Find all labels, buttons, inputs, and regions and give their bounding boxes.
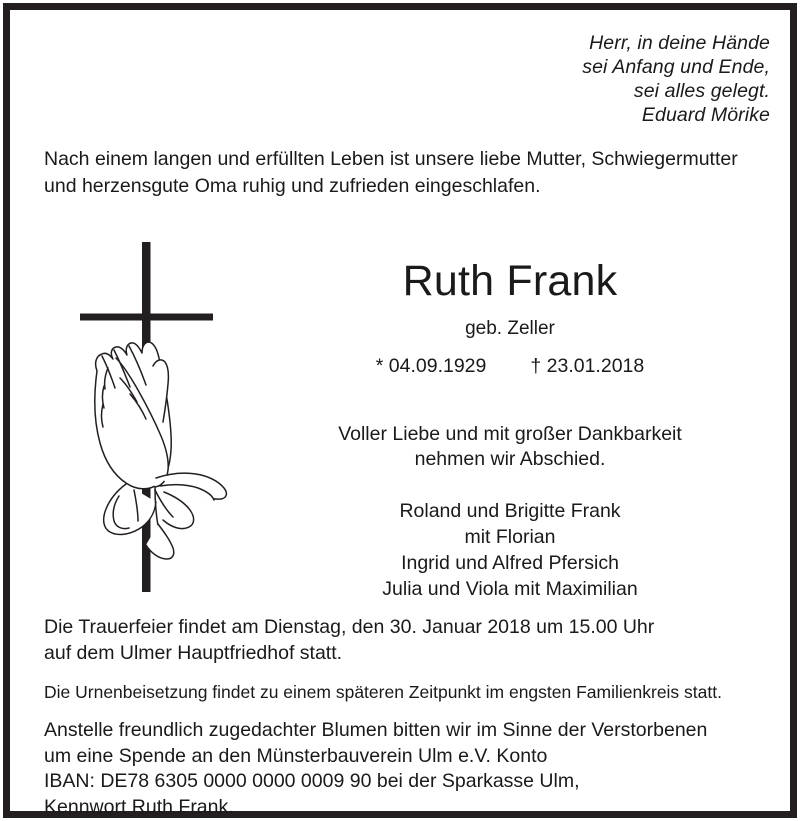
survivor-line-1: Roland und Brigitte Frank (399, 500, 621, 522)
survivors-list (258, 498, 762, 602)
donation-iban: IBAN: DE78 6305 0000 0000 0009 90 bei der Sparkasse Ulm, (44, 770, 580, 792)
praying-hands-icon (95, 342, 227, 559)
donation-line-2: um eine Spende an den Münsterbauverein Ulm e.V. Konto (44, 744, 548, 767)
birth-date: * 04.09.1929 (375, 355, 487, 377)
life-dates (258, 354, 762, 378)
cross-with-praying-hands-illustration (56, 228, 266, 608)
maiden-name: geb. Zeller (465, 318, 555, 339)
intro-paragraph (44, 146, 774, 200)
intro-line-2: und herzensgute Oma ruhig und zufrieden eingeschlafen. (44, 175, 541, 197)
survivor-line-4: Julia und Viola mit Maximilian (382, 578, 638, 600)
donation-keyword: Kennwort Ruth Frank. (44, 795, 234, 818)
epigraph (582, 31, 770, 127)
ceremony-info (44, 614, 780, 666)
death-date: † 23.01.2018 (530, 355, 645, 377)
epigraph-line-1: Herr, in deine Hände (589, 32, 770, 54)
farewell-message (258, 422, 762, 472)
notice-content (10, 10, 790, 818)
farewell-line-2: nehmen wir Abschied. (414, 448, 606, 470)
donation-line-1: Anstelle freundlich zugedachter Blumen bitten wir im Sinne der Verstorbenen (44, 719, 708, 741)
ceremony-line-2: auf dem Ulmer Hauptfriedhof statt. (44, 642, 343, 664)
ceremony-line-1: Die Trauerfeier findet am Dienstag, den 30. Januar 2018 um 15.00 Uhr (44, 616, 655, 638)
survivor-line-3: Ingrid und Alfred Pfersich (401, 552, 619, 574)
urn-burial-note: Die Urnenbeisetzung findet zu einem späteren Zeitpunkt im engsten Familienkreis statt. (44, 682, 722, 702)
survivor-line-2: mit Florian (464, 526, 556, 548)
farewell-line-1: Voller Liebe und mit großer Dankbarkeit (338, 423, 682, 445)
intro-line-1: Nach einem langen und erfüllten Leben ist unsere liebe Mutter, Schwiegermutter (44, 148, 738, 170)
donation-info (44, 718, 780, 820)
deceased-name: Ruth Frank (402, 257, 618, 305)
epigraph-author: Eduard Mörike (641, 104, 770, 126)
epigraph-line-3: sei alles gelegt. (633, 80, 770, 102)
epigraph-line-2: sei Anfang und Ende, (582, 56, 770, 78)
service-details (44, 614, 780, 820)
memorial-center-block (258, 256, 762, 602)
